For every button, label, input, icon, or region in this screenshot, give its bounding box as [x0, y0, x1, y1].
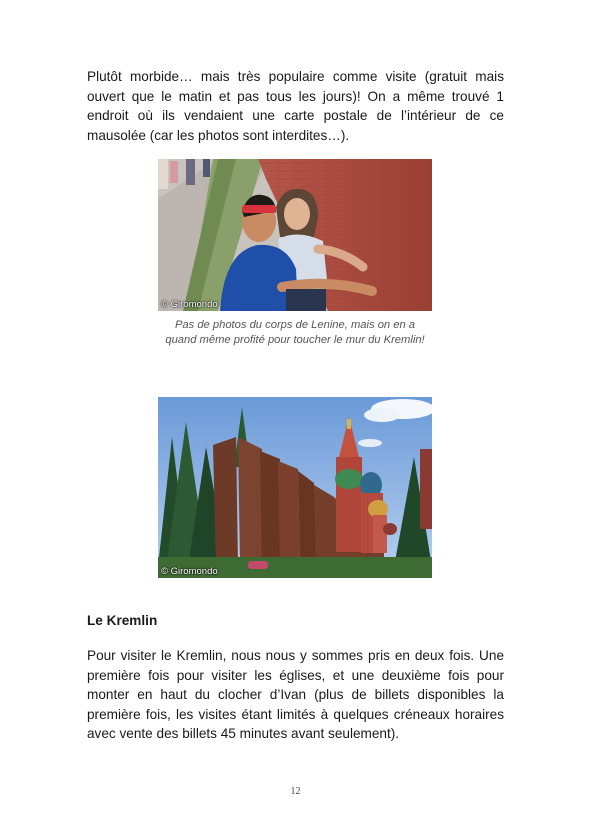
photo-credit: © Giromondo	[161, 299, 218, 310]
saint-basil-photo	[158, 397, 432, 578]
kremlin-wall-photo	[158, 159, 432, 311]
photo-caption: Pas de photos du corps de Lenine, mais on en a quand même profité pour toucher le mur du Kremlin!	[165, 319, 425, 346]
intro-paragraph: Plutôt morbide… mais très populaire comme visite (gratuit mais ouvert que le matin et pas tous les jours)! On a même trouvé 1 endroit où ils vendaient une carte postale de l’intérieur de ce mausolée (car les photos sont interdites…).	[87, 69, 504, 143]
page-number: 12	[290, 786, 301, 797]
section-heading: Le Kremlin	[87, 613, 158, 628]
kremlin-paragraph: Pour visiter le Kremlin, nous nous y sommes pris en deux fois. Une première fois pour visiter les églises, et une deuxième fois pour monter en haut du clocher d’Ivan (plus de billets disponibles la première fois, les visites étant limités à quelques créneaux horaires avec vente des billets 45 minutes avant seulement).	[87, 648, 504, 742]
photo-credit: © Giromondo	[161, 566, 218, 577]
